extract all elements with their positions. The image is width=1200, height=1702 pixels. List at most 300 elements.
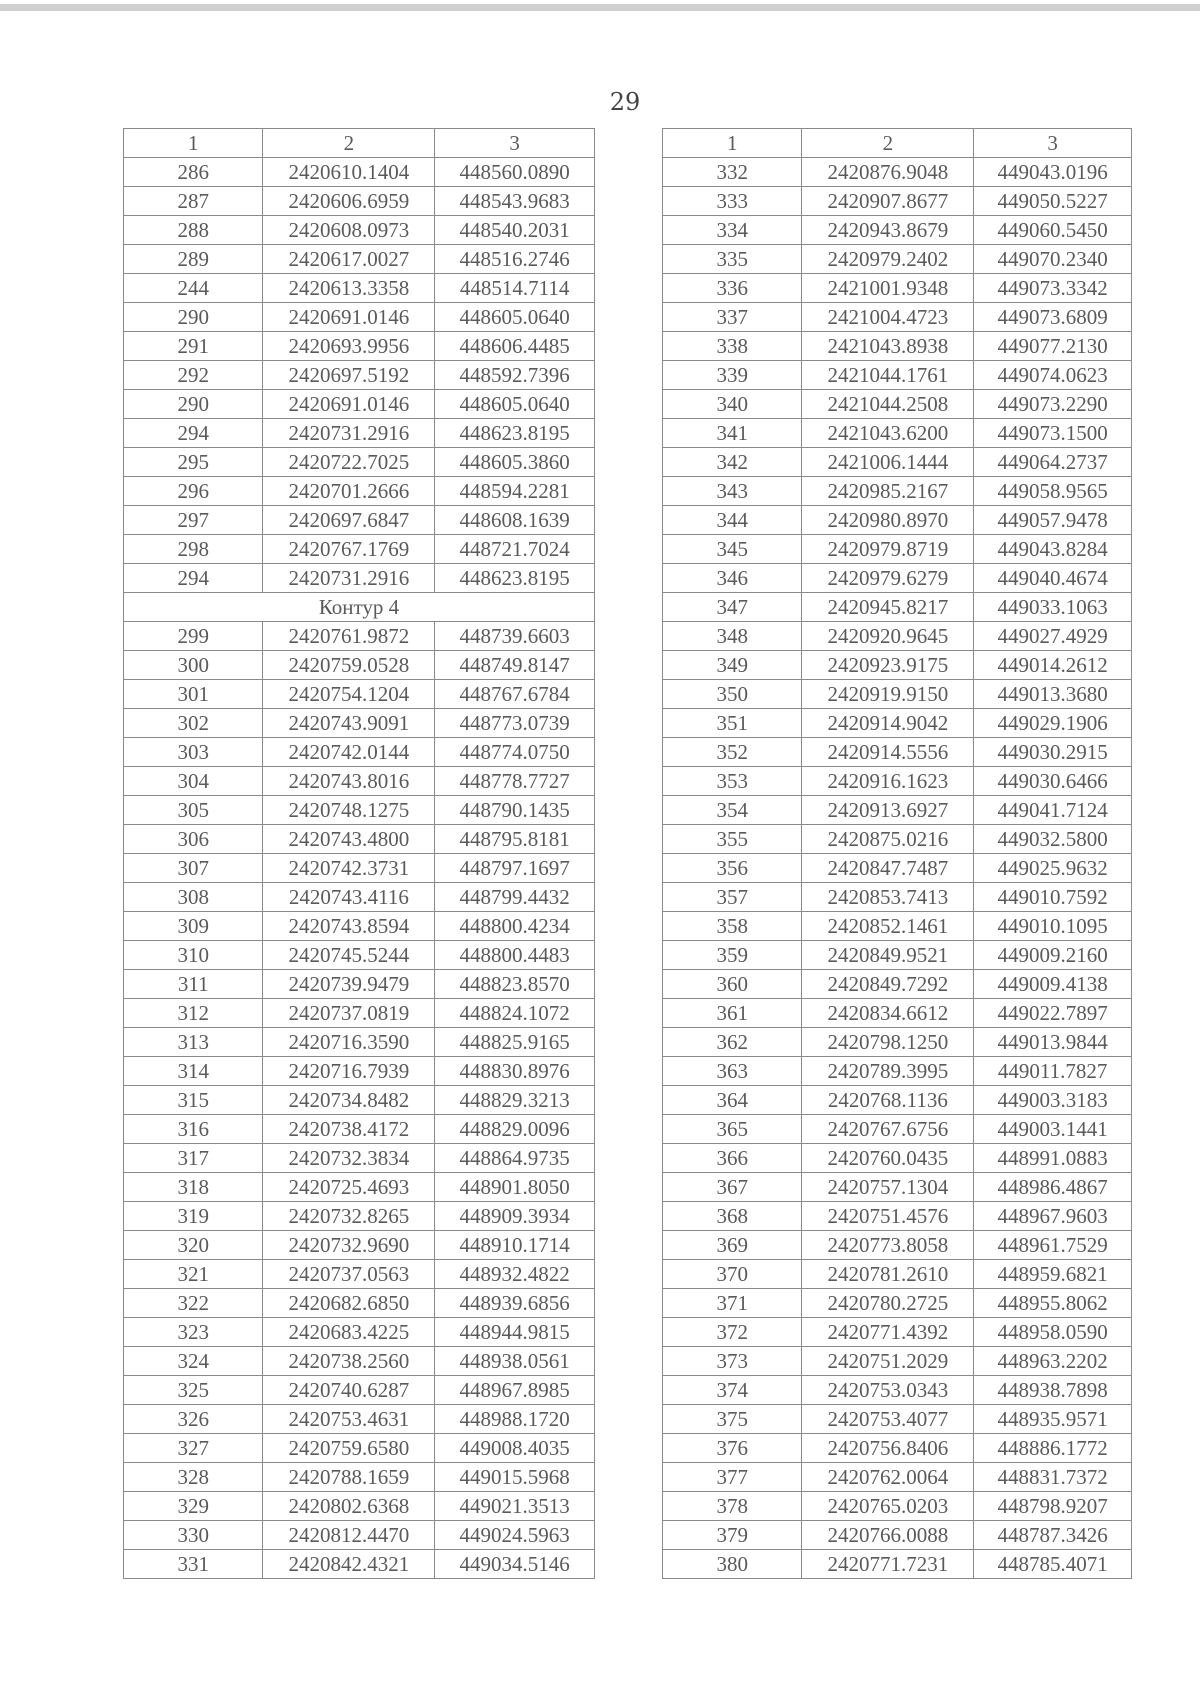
y-coordinate-cell: 449032.5800 (974, 825, 1132, 854)
y-coordinate-cell: 448774.0750 (435, 738, 595, 767)
y-coordinate-cell: 449009.4138 (974, 970, 1132, 999)
y-coordinate-cell: 448986.4867 (974, 1173, 1132, 1202)
x-coordinate-cell: 2420693.9956 (263, 332, 435, 361)
point-number-cell: 359 (663, 941, 802, 970)
x-coordinate-cell: 2420731.2916 (263, 564, 435, 593)
point-number-cell: 306 (124, 825, 263, 854)
point-number-cell: 373 (663, 1347, 802, 1376)
table-row (663, 448, 1132, 477)
y-coordinate-cell: 448623.8195 (435, 419, 595, 448)
x-coordinate-cell: 2420743.8594 (263, 912, 435, 941)
point-number-cell: 366 (663, 1144, 802, 1173)
y-coordinate-cell: 449029.1906 (974, 709, 1132, 738)
point-number-cell: 294 (124, 419, 263, 448)
table-row (663, 1376, 1132, 1405)
table-row (124, 1521, 595, 1550)
x-coordinate-cell: 2420743.4800 (263, 825, 435, 854)
y-coordinate-cell: 448967.9603 (974, 1202, 1132, 1231)
y-coordinate-cell: 449010.7592 (974, 883, 1132, 912)
table-row (663, 825, 1132, 854)
y-coordinate-cell: 448543.9683 (435, 187, 595, 216)
point-number-cell: 342 (663, 448, 802, 477)
point-number-cell: 308 (124, 883, 263, 912)
y-coordinate-cell: 448944.9815 (435, 1318, 595, 1347)
table-row (124, 535, 595, 564)
y-coordinate-cell: 449033.1063 (974, 593, 1132, 622)
table-row (663, 1057, 1132, 1086)
y-coordinate-cell: 449034.5146 (435, 1550, 595, 1579)
x-coordinate-cell: 2420766.0088 (802, 1521, 974, 1550)
x-coordinate-cell: 2420745.5244 (263, 941, 435, 970)
point-number-cell: 321 (124, 1260, 263, 1289)
header-cell: 2 (802, 129, 974, 158)
table-row (124, 941, 595, 970)
x-coordinate-cell: 2420847.7487 (802, 854, 974, 883)
point-number-cell: 288 (124, 216, 263, 245)
point-number-cell: 324 (124, 1347, 263, 1376)
table-row (663, 1231, 1132, 1260)
table-row (124, 883, 595, 912)
table-row (124, 796, 595, 825)
table-row (663, 622, 1132, 651)
table-row (124, 390, 595, 419)
x-coordinate-cell: 2420754.1204 (263, 680, 435, 709)
y-coordinate-cell: 448608.1639 (435, 506, 595, 535)
point-number-cell: 314 (124, 1057, 263, 1086)
x-coordinate-cell: 2420739.9479 (263, 970, 435, 999)
point-number-cell: 298 (124, 535, 263, 564)
point-number-cell: 370 (663, 1260, 802, 1289)
y-coordinate-cell: 448800.4234 (435, 912, 595, 941)
table-row (663, 303, 1132, 332)
point-number-cell: 371 (663, 1289, 802, 1318)
right-coordinates-table (662, 128, 1132, 1579)
table-row (124, 216, 595, 245)
x-coordinate-cell: 2420771.4392 (802, 1318, 974, 1347)
table-row (124, 419, 595, 448)
x-coordinate-cell: 2420759.0528 (263, 651, 435, 680)
y-coordinate-cell: 448594.2281 (435, 477, 595, 506)
point-number-cell: 356 (663, 854, 802, 883)
table-row (663, 767, 1132, 796)
x-coordinate-cell: 2421044.2508 (802, 390, 974, 419)
table-row (663, 419, 1132, 448)
y-coordinate-cell: 448823.8570 (435, 970, 595, 999)
header-cell: 1 (124, 129, 263, 158)
x-coordinate-cell: 2420914.5556 (802, 738, 974, 767)
x-coordinate-cell: 2420923.9175 (802, 651, 974, 680)
table-row (663, 506, 1132, 535)
point-number-cell: 244 (124, 274, 263, 303)
point-number-cell: 341 (663, 419, 802, 448)
point-number-cell: 292 (124, 361, 263, 390)
x-coordinate-cell: 2421004.4723 (802, 303, 974, 332)
point-number-cell: 296 (124, 477, 263, 506)
table-row (663, 1202, 1132, 1231)
y-coordinate-cell: 449058.9565 (974, 477, 1132, 506)
point-number-cell: 335 (663, 245, 802, 274)
x-coordinate-cell: 2420875.0216 (802, 825, 974, 854)
y-coordinate-cell: 448829.3213 (435, 1086, 595, 1115)
point-number-cell: 360 (663, 970, 802, 999)
point-number-cell: 349 (663, 651, 802, 680)
table-row (124, 303, 595, 332)
point-number-cell: 343 (663, 477, 802, 506)
x-coordinate-cell: 2420737.0563 (263, 1260, 435, 1289)
y-coordinate-cell: 449040.4674 (974, 564, 1132, 593)
y-coordinate-cell: 449003.3183 (974, 1086, 1132, 1115)
x-coordinate-cell: 2420789.3995 (802, 1057, 974, 1086)
point-number-cell: 299 (124, 622, 263, 651)
point-number-cell: 336 (663, 274, 802, 303)
table-row (124, 1434, 595, 1463)
table-row (663, 361, 1132, 390)
point-number-cell: 367 (663, 1173, 802, 1202)
table-row (663, 535, 1132, 564)
table-row (124, 158, 595, 187)
x-coordinate-cell: 2420913.6927 (802, 796, 974, 825)
point-number-cell: 379 (663, 1521, 802, 1550)
y-coordinate-cell: 448932.4822 (435, 1260, 595, 1289)
table-row (124, 738, 595, 767)
y-coordinate-cell: 448798.9207 (974, 1492, 1132, 1521)
x-coordinate-cell: 2420697.6847 (263, 506, 435, 535)
x-coordinate-cell: 2420753.4077 (802, 1405, 974, 1434)
table-row (124, 970, 595, 999)
table-row (124, 1318, 595, 1347)
x-coordinate-cell: 2420842.4321 (263, 1550, 435, 1579)
x-coordinate-cell: 2420743.9091 (263, 709, 435, 738)
table-row (663, 651, 1132, 680)
x-coordinate-cell: 2420759.6580 (263, 1434, 435, 1463)
y-coordinate-cell: 448560.0890 (435, 158, 595, 187)
point-number-cell: 329 (124, 1492, 263, 1521)
table-row (124, 1057, 595, 1086)
y-coordinate-cell: 449073.1500 (974, 419, 1132, 448)
x-coordinate-cell: 2420731.2916 (263, 419, 435, 448)
point-number-cell: 374 (663, 1376, 802, 1405)
point-number-cell: 345 (663, 535, 802, 564)
point-number-cell: 297 (124, 506, 263, 535)
y-coordinate-cell: 449073.2290 (974, 390, 1132, 419)
x-coordinate-cell: 2420613.3358 (263, 274, 435, 303)
y-coordinate-cell: 448778.7727 (435, 767, 595, 796)
table-row (124, 477, 595, 506)
y-coordinate-cell: 448739.6603 (435, 622, 595, 651)
table-row (124, 187, 595, 216)
point-number-cell: 309 (124, 912, 263, 941)
x-coordinate-cell: 2420691.0146 (263, 390, 435, 419)
point-number-cell: 305 (124, 796, 263, 825)
table-row (124, 709, 595, 738)
y-coordinate-cell: 448864.9735 (435, 1144, 595, 1173)
y-coordinate-cell: 449024.5963 (435, 1521, 595, 1550)
x-coordinate-cell: 2420751.4576 (802, 1202, 974, 1231)
x-coordinate-cell: 2420780.2725 (802, 1289, 974, 1318)
point-number-cell: 315 (124, 1086, 263, 1115)
y-coordinate-cell: 448767.6784 (435, 680, 595, 709)
point-number-cell: 290 (124, 303, 263, 332)
header-row (663, 129, 1132, 158)
point-number-cell: 316 (124, 1115, 263, 1144)
y-coordinate-cell: 448829.0096 (435, 1115, 595, 1144)
table-row (124, 506, 595, 535)
y-coordinate-cell: 448988.1720 (435, 1405, 595, 1434)
point-number-cell: 304 (124, 767, 263, 796)
table-row (124, 1173, 595, 1202)
y-coordinate-cell: 448959.6821 (974, 1260, 1132, 1289)
x-coordinate-cell: 2420920.9645 (802, 622, 974, 651)
x-coordinate-cell: 2420753.4631 (263, 1405, 435, 1434)
x-coordinate-cell: 2420748.1275 (263, 796, 435, 825)
point-number-cell: 326 (124, 1405, 263, 1434)
x-coordinate-cell: 2421043.8938 (802, 332, 974, 361)
point-number-cell: 310 (124, 941, 263, 970)
table-row (124, 1463, 595, 1492)
x-coordinate-cell: 2420738.4172 (263, 1115, 435, 1144)
x-coordinate-cell: 2420767.1769 (263, 535, 435, 564)
point-number-cell: 357 (663, 883, 802, 912)
y-coordinate-cell: 448605.3860 (435, 448, 595, 477)
y-coordinate-cell: 448963.2202 (974, 1347, 1132, 1376)
point-number-cell: 337 (663, 303, 802, 332)
point-number-cell: 344 (663, 506, 802, 535)
y-coordinate-cell: 449043.0196 (974, 158, 1132, 187)
point-number-cell: 303 (124, 738, 263, 767)
x-coordinate-cell: 2421006.1444 (802, 448, 974, 477)
x-coordinate-cell: 2420876.9048 (802, 158, 974, 187)
table-row (663, 1434, 1132, 1463)
x-coordinate-cell: 2420757.1304 (802, 1173, 974, 1202)
point-number-cell: 376 (663, 1434, 802, 1463)
y-coordinate-cell: 448785.4071 (974, 1550, 1132, 1579)
table-row (124, 767, 595, 796)
point-number-cell: 350 (663, 680, 802, 709)
y-coordinate-cell: 449008.4035 (435, 1434, 595, 1463)
y-coordinate-cell: 448592.7396 (435, 361, 595, 390)
y-coordinate-cell: 448955.8062 (974, 1289, 1132, 1318)
table-row (124, 1144, 595, 1173)
table-row (124, 1231, 595, 1260)
point-number-cell: 287 (124, 187, 263, 216)
table-row (124, 999, 595, 1028)
point-number-cell: 317 (124, 1144, 263, 1173)
point-number-cell: 328 (124, 1463, 263, 1492)
table-row (663, 187, 1132, 216)
y-coordinate-cell: 449050.5227 (974, 187, 1132, 216)
table-row (663, 796, 1132, 825)
y-coordinate-cell: 448961.7529 (974, 1231, 1132, 1260)
point-number-cell: 307 (124, 854, 263, 883)
y-coordinate-cell: 449010.1095 (974, 912, 1132, 941)
left-coordinates-table (123, 128, 595, 1579)
x-coordinate-cell: 2420683.4225 (263, 1318, 435, 1347)
table-row (124, 1347, 595, 1376)
table-row (124, 245, 595, 274)
top-edge-bar (0, 4, 1200, 11)
point-number-cell: 353 (663, 767, 802, 796)
y-coordinate-cell: 449073.6809 (974, 303, 1132, 332)
header-cell: 2 (263, 129, 435, 158)
x-coordinate-cell: 2420606.6959 (263, 187, 435, 216)
table-row (663, 477, 1132, 506)
x-coordinate-cell: 2420722.7025 (263, 448, 435, 477)
x-coordinate-cell: 2420691.0146 (263, 303, 435, 332)
y-coordinate-cell: 448799.4432 (435, 883, 595, 912)
x-coordinate-cell: 2420762.0064 (802, 1463, 974, 1492)
point-number-cell: 346 (663, 564, 802, 593)
point-number-cell: 290 (124, 390, 263, 419)
point-number-cell: 355 (663, 825, 802, 854)
point-number-cell: 325 (124, 1376, 263, 1405)
point-number-cell: 330 (124, 1521, 263, 1550)
x-coordinate-cell: 2421001.9348 (802, 274, 974, 303)
table-row (663, 709, 1132, 738)
point-number-cell: 313 (124, 1028, 263, 1057)
point-number-cell: 364 (663, 1086, 802, 1115)
point-number-cell: 340 (663, 390, 802, 419)
table-row (124, 825, 595, 854)
point-number-cell: 312 (124, 999, 263, 1028)
table-row (124, 274, 595, 303)
y-coordinate-cell: 449013.3680 (974, 680, 1132, 709)
point-number-cell: 323 (124, 1318, 263, 1347)
table-row (124, 651, 595, 680)
point-number-cell: 320 (124, 1231, 263, 1260)
table-row (663, 883, 1132, 912)
table-row (124, 1115, 595, 1144)
y-coordinate-cell: 449070.2340 (974, 245, 1132, 274)
table-row (124, 1086, 595, 1115)
y-coordinate-cell: 448910.1714 (435, 1231, 595, 1260)
x-coordinate-cell: 2420737.0819 (263, 999, 435, 1028)
y-coordinate-cell: 449015.5968 (435, 1463, 595, 1492)
x-coordinate-cell: 2420834.6612 (802, 999, 974, 1028)
table-row (663, 970, 1132, 999)
table-row (663, 854, 1132, 883)
x-coordinate-cell: 2420849.7292 (802, 970, 974, 999)
x-coordinate-cell: 2420751.2029 (802, 1347, 974, 1376)
y-coordinate-cell: 448967.8985 (435, 1376, 595, 1405)
table-row (124, 1550, 595, 1579)
x-coordinate-cell: 2420610.1404 (263, 158, 435, 187)
y-coordinate-cell: 449021.3513 (435, 1492, 595, 1521)
table-row (663, 216, 1132, 245)
point-number-cell: 295 (124, 448, 263, 477)
x-coordinate-cell: 2420756.8406 (802, 1434, 974, 1463)
x-coordinate-cell: 2420732.8265 (263, 1202, 435, 1231)
x-coordinate-cell: 2420798.1250 (802, 1028, 974, 1057)
table-row (663, 390, 1132, 419)
point-number-cell: 311 (124, 970, 263, 999)
table-row (663, 1028, 1132, 1057)
table-row (124, 1260, 595, 1289)
x-coordinate-cell: 2421043.6200 (802, 419, 974, 448)
section-row (124, 593, 595, 622)
x-coordinate-cell: 2420916.1623 (802, 767, 974, 796)
point-number-cell: 365 (663, 1115, 802, 1144)
point-number-cell: 327 (124, 1434, 263, 1463)
point-number-cell: 333 (663, 187, 802, 216)
x-coordinate-cell: 2420773.8058 (802, 1231, 974, 1260)
table-row (663, 680, 1132, 709)
y-coordinate-cell: 448938.7898 (974, 1376, 1132, 1405)
x-coordinate-cell: 2420740.6287 (263, 1376, 435, 1405)
x-coordinate-cell: 2420849.9521 (802, 941, 974, 970)
table-row (124, 680, 595, 709)
point-number-cell: 361 (663, 999, 802, 1028)
point-number-cell: 351 (663, 709, 802, 738)
table-row (124, 564, 595, 593)
page-number: 29 (609, 88, 641, 116)
point-number-cell: 301 (124, 680, 263, 709)
x-coordinate-cell: 2420742.3731 (263, 854, 435, 883)
x-coordinate-cell: 2420716.3590 (263, 1028, 435, 1057)
table-row (663, 332, 1132, 361)
x-coordinate-cell: 2420608.0973 (263, 216, 435, 245)
y-coordinate-cell: 449003.1441 (974, 1115, 1132, 1144)
x-coordinate-cell: 2420732.3834 (263, 1144, 435, 1173)
y-coordinate-cell: 448831.7372 (974, 1463, 1132, 1492)
point-number-cell: 358 (663, 912, 802, 941)
section-title: Контур 4 (124, 593, 595, 622)
x-coordinate-cell: 2420771.7231 (802, 1550, 974, 1579)
y-coordinate-cell: 449064.2737 (974, 448, 1132, 477)
x-coordinate-cell: 2420760.0435 (802, 1144, 974, 1173)
x-coordinate-cell: 2420753.0343 (802, 1376, 974, 1405)
table-row (124, 1202, 595, 1231)
y-coordinate-cell: 449009.2160 (974, 941, 1132, 970)
y-coordinate-cell: 448540.2031 (435, 216, 595, 245)
table-row (663, 1318, 1132, 1347)
y-coordinate-cell: 449057.9478 (974, 506, 1132, 535)
table-row (124, 332, 595, 361)
x-coordinate-cell: 2420812.4470 (263, 1521, 435, 1550)
y-coordinate-cell: 449013.9844 (974, 1028, 1132, 1057)
x-coordinate-cell: 2421044.1761 (802, 361, 974, 390)
point-number-cell: 369 (663, 1231, 802, 1260)
table-row (124, 1376, 595, 1405)
point-number-cell: 339 (663, 361, 802, 390)
y-coordinate-cell: 449077.2130 (974, 332, 1132, 361)
y-coordinate-cell: 448935.9571 (974, 1405, 1132, 1434)
y-coordinate-cell: 449043.8284 (974, 535, 1132, 564)
x-coordinate-cell: 2420943.8679 (802, 216, 974, 245)
point-number-cell: 338 (663, 332, 802, 361)
table-row (663, 912, 1132, 941)
table-row (663, 245, 1132, 274)
y-coordinate-cell: 448790.1435 (435, 796, 595, 825)
table-row (663, 1405, 1132, 1434)
x-coordinate-cell: 2420985.2167 (802, 477, 974, 506)
y-coordinate-cell: 448824.1072 (435, 999, 595, 1028)
y-coordinate-cell: 448605.0640 (435, 303, 595, 332)
table-row (663, 941, 1132, 970)
point-number-cell: 332 (663, 158, 802, 187)
table-row (124, 1028, 595, 1057)
y-coordinate-cell: 448830.8976 (435, 1057, 595, 1086)
x-coordinate-cell: 2420725.4693 (263, 1173, 435, 1202)
y-coordinate-cell: 448514.7114 (435, 274, 595, 303)
table-row (663, 158, 1132, 187)
table-row (663, 1144, 1132, 1173)
x-coordinate-cell: 2420914.9042 (802, 709, 974, 738)
x-coordinate-cell: 2420788.1659 (263, 1463, 435, 1492)
table-row (124, 854, 595, 883)
x-coordinate-cell: 2420979.8719 (802, 535, 974, 564)
point-number-cell: 291 (124, 332, 263, 361)
point-number-cell: 377 (663, 1463, 802, 1492)
